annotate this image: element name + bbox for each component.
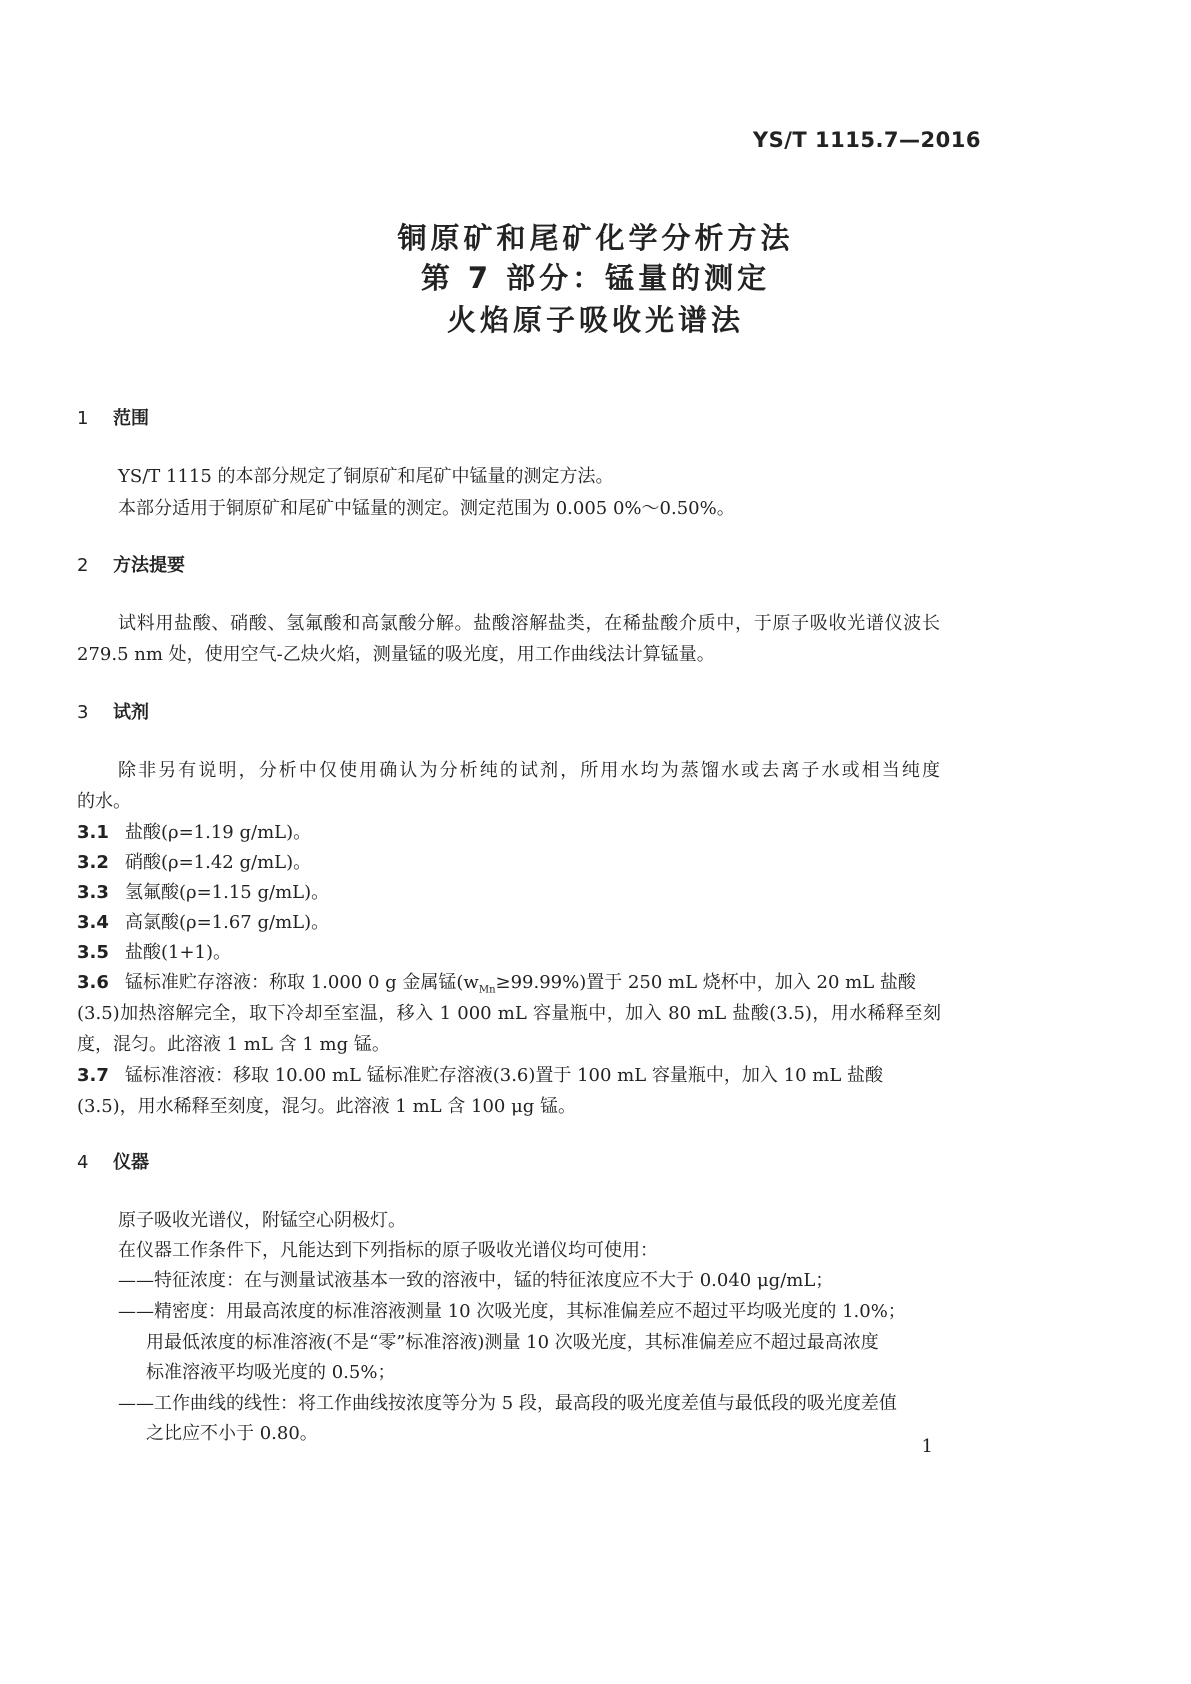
paragraph: 在仪器工作条件下，凡能达到下列指标的原子吸收光谱仪均可使用： <box>118 1240 658 1261</box>
item-text: 锰标准贮存溶液：称取 1.000 0 g 金属锰(w <box>125 972 479 993</box>
section-2-heading <box>77 551 185 577</box>
paragraph: 试料用盐酸、硝酸、氢氟酸和高氯酸分解。盐酸溶解盐类，在稀盐酸介质中，于原子吸收光谱仪波长 <box>118 613 940 634</box>
reagent-item <box>77 848 311 874</box>
dash-list-item-continued: 之比应不小于 0.80。 <box>146 1423 318 1444</box>
item-number: 3.1 <box>77 822 109 843</box>
item-number: 3.4 <box>77 912 109 933</box>
dash-list-item-continued: 用最低浓度的标准溶液(不是“零”标准溶液)测量 10 次吸光度，其标准偏差应不超过最高浓度 <box>146 1332 879 1353</box>
item-text: 氢氟酸(ρ=1.15 g/mL)。 <box>125 882 330 903</box>
reagent-item <box>77 818 311 844</box>
standard-number: YS/T 1115.7—2016 <box>752 128 981 152</box>
section-number: 4 <box>77 1152 89 1173</box>
document-title-line1: 铜原矿和尾矿化学分析方法 <box>397 221 794 255</box>
item-text: 高氯酸(ρ=1.67 g/mL)。 <box>125 912 330 933</box>
item-number: 3.2 <box>77 852 109 873</box>
paragraph: 本部分适用于铜原矿和尾矿中锰量的测定。测定范围为 0.005 0%～0.50%。 <box>118 498 735 519</box>
reagent-item-continued: (3.5)，用水稀释至刻度，混匀。此溶液 1 mL 含 100 μg 锰。 <box>77 1096 577 1117</box>
item-text: ≥99.99%)置于 250 mL 烧杯中，加入 20 mL 盐酸 <box>495 972 916 993</box>
section-title: 试剂 <box>113 702 149 723</box>
item-text: 硝酸(ρ=1.42 g/mL)。 <box>125 852 312 873</box>
reagent-item-continued: 度，混匀。此溶液 1 mL 含 1 mg 锰。 <box>77 1034 390 1055</box>
section-1-heading <box>77 404 149 430</box>
item-number: 3.5 <box>77 942 109 963</box>
section-number: 2 <box>77 555 89 576</box>
document-title-line2: 第 7 部分：锰量的测定 <box>420 261 771 295</box>
dash-list-item: ——精密度：用最高浓度的标准溶液测量 10 次吸光度，其标准偏差应不超过平均吸光度的 1.0%； <box>118 1301 906 1322</box>
reagent-item <box>77 878 329 904</box>
section-title: 方法提要 <box>113 555 185 576</box>
dash-list-item: ——工作曲线的线性：将工作曲线按浓度等分为 5 段，最高段的吸光度差值与最低段的吸光度差值 <box>118 1393 897 1414</box>
reagent-item <box>77 938 231 964</box>
item-text: 锰标准溶液：移取 10.00 mL 锰标准贮存溶液(3.6)置于 100 mL 容量瓶中，加入 10 mL 盐酸 <box>125 1065 884 1086</box>
item-number: 3.6 <box>77 972 109 993</box>
item-text: 盐酸(ρ=1.19 g/mL)。 <box>125 822 312 843</box>
page-number: 1 <box>921 1436 933 1457</box>
paragraph: 除非另有说明，分析中仅使用确认为分析纯的试剂，所用水均为蒸馏水或去离子水或相当纯度 <box>118 760 940 781</box>
reagent-item <box>77 1061 883 1087</box>
document-title-line3: 火焰原子吸收光谱法 <box>446 303 744 337</box>
dash-list-item-continued: 标准溶液平均吸光度的 0.5%； <box>146 1362 396 1383</box>
paragraph-continued: 的水。 <box>77 791 131 812</box>
paragraph: YS/T 1115 的本部分规定了铜原矿和尾矿中锰量的测定方法。 <box>118 466 614 487</box>
section-4-heading <box>77 1148 149 1174</box>
reagent-item-continued: (3.5)加热溶解完全，取下冷却至室温，移入 1 000 mL 容量瓶中，加入 80 mL 盐酸(3.5)，用水稀释至刻 <box>77 1003 941 1024</box>
section-number: 1 <box>77 408 89 429</box>
reagent-item <box>77 968 916 996</box>
paragraph: 原子吸收光谱仪，附锰空心阴极灯。 <box>118 1210 406 1231</box>
section-title: 仪器 <box>113 1152 149 1173</box>
item-number: 3.7 <box>77 1065 109 1086</box>
section-number: 3 <box>77 702 89 723</box>
reagent-item <box>77 908 329 934</box>
item-text: 盐酸(1+1)。 <box>125 942 232 963</box>
subscript: Mn <box>478 984 496 996</box>
paragraph-continued: 279.5 nm 处，使用空气-乙炔火焰，测量锰的吸光度，用工作曲线法计算锰量。 <box>77 644 715 665</box>
section-title: 范围 <box>113 408 149 429</box>
dash-list-item: ——特征浓度：在与测量试液基本一致的溶液中，锰的特征浓度应不大于 0.040 μg/mL； <box>118 1270 834 1291</box>
item-number: 3.3 <box>77 882 109 903</box>
section-3-heading <box>77 698 149 724</box>
